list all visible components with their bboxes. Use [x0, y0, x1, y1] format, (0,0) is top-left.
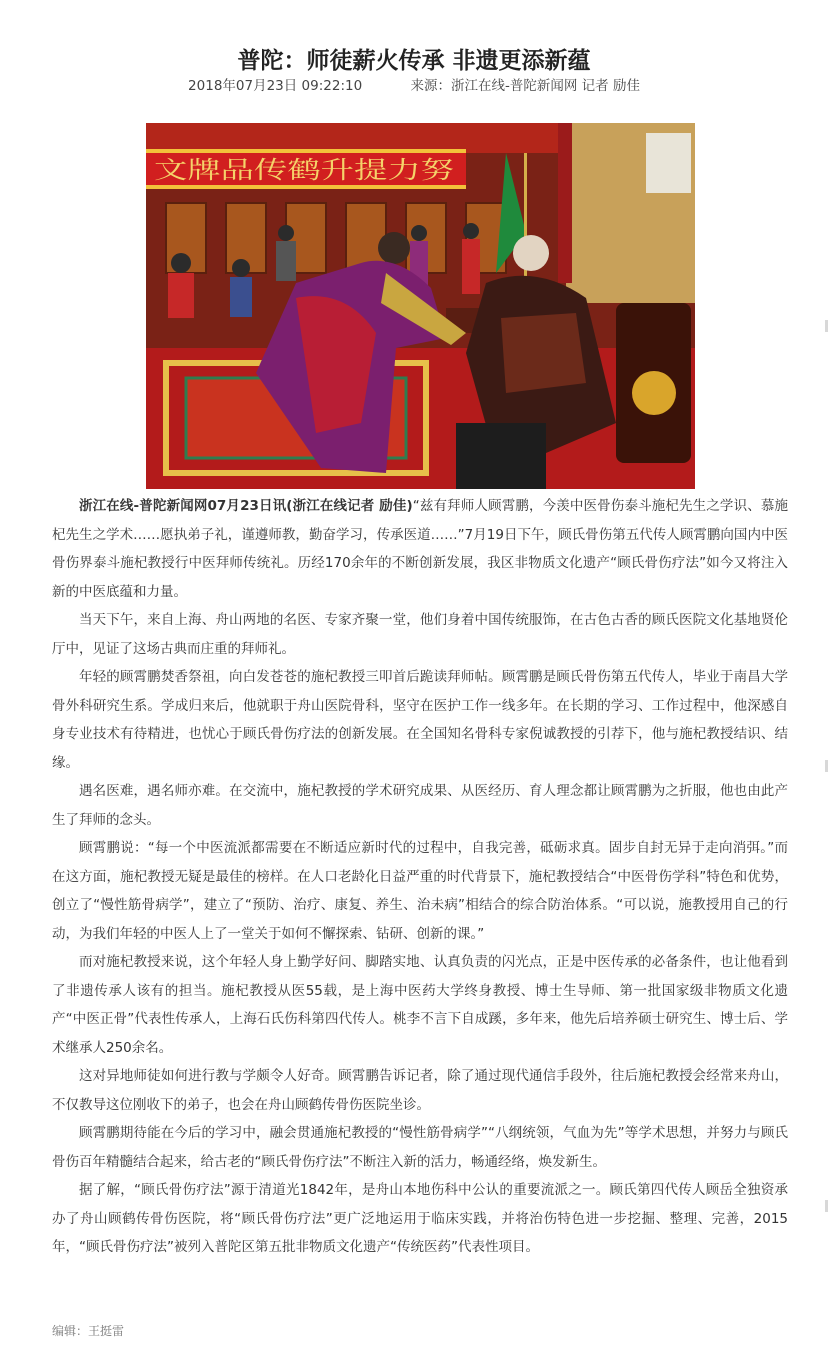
paragraph: 遇名医难，遇名师亦难。在交流中，施杞教授的学术研究成果、从医经历、育人理念都让顾霄鹏为之折服，他也由此产生了拜师的念头。 — [52, 783, 788, 828]
paragraph: 年轻的顾霄鹏焚香祭祖，向白发苍苍的施杞教授三叩首后跪读拜师帖。顾霄鹏是顾氏骨伤第五代传人，毕业于南昌大学骨外科研究生系。学成归来后，他就职于舟山医院骨科，坚守在医护工作一线多年。在长期的学习、工作过程中，他深感自身专业技术有待精进，也忧心于顾氏骨伤疗法的创新发展。在全国知名骨科专家倪诚教授的引荐下，他与施杞教授结识、结缘。 — [52, 669, 788, 771]
paragraph: 顾霄鹏期待能在今后的学习中，融会贯通施杞教授的“慢性筋骨病学”“八纲统领，气血为先”等学术思想，并努力与顾氏骨伤百年精髓结合起来，给古老的“顾氏骨伤疗法”不断注入新的活力，畅通经络，焕发新生。 — [52, 1125, 788, 1170]
page-edge-marks — [824, 0, 828, 1357]
publish-date: 2018年07月23日 09:22:10 — [188, 78, 363, 94]
paragraph: 顾霄鹏说：“每一个中医流派都需要在不断适应新时代的过程中，自我完善，砥砺求真。固步自封无异于走向消弭。”而在这方面，施杞教授无疑是最佳的榜样。在人口老龄化日益严重的时代背景下，施杞教授结合“中医骨伤学科”特色和优势，创立了“慢性筋骨病学”，建立了“预防、治疗、康复、养生、治未病”相结合的综合防治体系。“可以说，施教授用自己的行动，为我们年轻的中医人上了一堂关于如何不懈探索、钻研、创新的课。” — [52, 840, 788, 942]
editor-credit: 编辑：王挺雷 — [52, 1324, 125, 1338]
paragraph: 当天下午，来自上海、舟山两地的名医、专家齐聚一堂，他们身着中国传统服饰，在古色古香的顾氏医院文化基地贤伦厅中，见证了这场古典而庄重的拜师礼。 — [52, 612, 788, 657]
paragraph: 浙江在线-普陀新闻网07月23日讯(浙江在线记者 励佳)“兹有拜师人顾霄鹏，今羡中医骨伤泰斗施杞先生之学识、慕施杞先生之学术……愿执弟子礼，谨遵师教，勤奋学习，传承医道……”7月19日下午，顾氏骨伤第五代传人顾霄鹏向国内中医骨伤界泰斗施杞教授行中医拜师传统礼。历经170余年的不断创新发展，我区非物质文化遗产“顾氏骨伤疗法”如今又将注入新的中医底蕴和力量。 — [52, 498, 788, 600]
article-lead: 浙江在线-普陀新闻网07月23日讯(浙江在线记者 励佳) — [79, 498, 413, 514]
paragraph: 这对异地师徒如何进行教与学颇令人好奇。顾霄鹏告诉记者，除了通过现代通信手段外，往后施杞教授会经常来舟山，不仅教导这位刚收下的弟子，也会在舟山顾鹤传骨伤医院坐诊。 — [52, 1068, 788, 1113]
article-photo — [146, 123, 695, 489]
article-body — [52, 492, 788, 1262]
article-source: 来源：浙江在线-普陀新闻网 记者 励佳 — [410, 78, 640, 94]
banner-text: 文牌品传鹤升提力努 — [154, 156, 454, 184]
article-title: 普陀：师徒薪火传承 非遗更添新蕴 — [237, 48, 591, 75]
paragraph: 据了解，“顾氏骨伤疗法”源于清道光1842年，是舟山本地伤科中公认的重要流派之一。顾氏第四代传人顾岳全独资承办了舟山顾鹤传骨伤医院，将“顾氏骨伤疗法”更广泛地运用于临床实践，并将治伤特色进一步挖掘、整理、完善，2015年，“顾氏骨伤疗法”被列入普陀区第五批非物质文化遗产“传统医药”代表性项目。 — [52, 1182, 788, 1255]
paragraph: 而对施杞教授来说，这个年轻人身上勤学好问、脚踏实地、认真负责的闪光点，正是中医传承的必备条件，也让他看到了非遗传承人该有的担当。施杞教授从医55载，是上海中医药大学终身教授、博士生导师、第一批国家级非物质文化遗产“中医正骨”代表性传承人，上海石氏伤科第四代传人。桃李不言下自成蹊，多年来，他先后培养硕士研究生、博士后、学术继承人250余名。 — [52, 954, 788, 1056]
article-meta — [0, 76, 828, 96]
